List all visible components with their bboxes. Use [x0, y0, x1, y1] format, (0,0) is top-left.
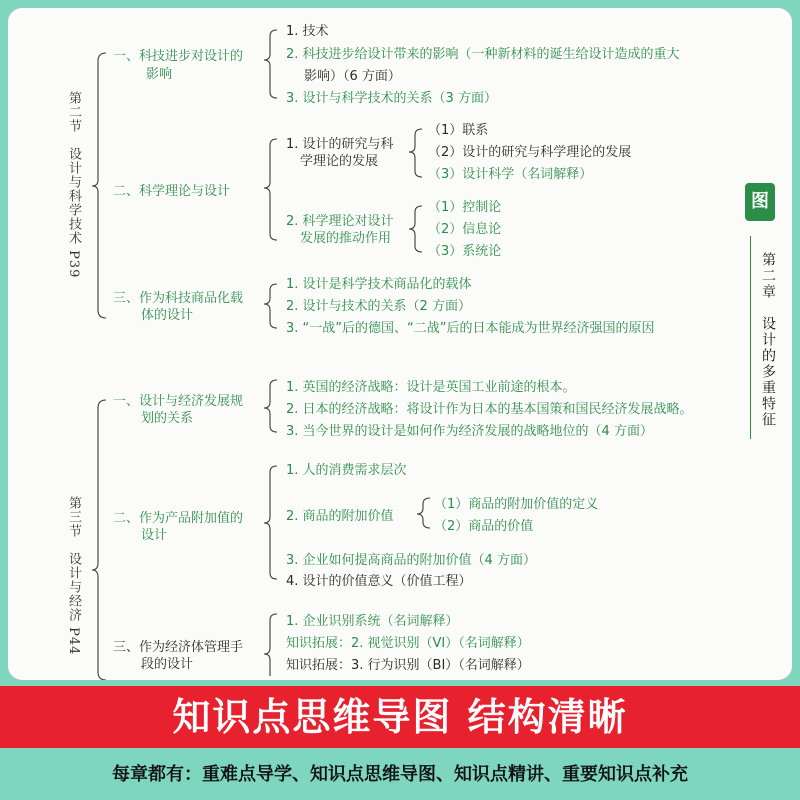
s2-b3-item: 1. 设计是科学技术商品化的载体 — [286, 277, 472, 292]
promo-banner — [0, 686, 800, 748]
s3-b2-item: 2. 商品的附加价值 — [286, 509, 394, 524]
s2-branch3-label-cont: 体的设计 — [141, 308, 194, 323]
s2-b2-sub2-cont: 发展的推动作用 — [300, 231, 392, 246]
s3-branch2-label-cont: 设计 — [141, 528, 168, 543]
s3-b3-item: 知识拓展：3. 行为识别（BI）（名词解释） — [286, 658, 530, 673]
s3-b1-item: 1. 英国的经济战略：设计是英国工业前途的根本。 — [286, 380, 576, 395]
banner-text: 知识点思维导图 结构清晰 — [172, 695, 628, 739]
s2-b2-sub1-item: （1）联系 — [428, 123, 489, 138]
s2-b1-item: 3. 设计与科学技术的关系（3 方面） — [286, 91, 497, 106]
s2-branch3-label: 三、作为科技商品化载 — [113, 291, 244, 306]
footer-text: 每章都有：重难点导学、知识点思维导图、知识点精讲、重要知识点补充 — [112, 764, 688, 785]
s2-b1-item: 1. 技术 — [286, 24, 329, 39]
s2-b2-sub2-item: （3）系统论 — [428, 244, 502, 259]
s3-b1-item: 3. 当今世界的设计是如何作为经济发展的战略地位的（4 方面） — [286, 424, 653, 439]
s3-branch3-label-cont: 段的设计 — [141, 657, 194, 672]
s2-b2-sub2-item: （2）信息论 — [428, 222, 502, 237]
s2-branch1-label: 一、科技进步对设计的 — [113, 49, 244, 64]
s2-b2-sub1-item: （3）设计科学（名词解释） — [428, 167, 593, 182]
s3-branch3-label: 三、作为经济体管理手 — [113, 640, 244, 655]
s3-b3-item: 1. 企业识别系统（名词解释） — [286, 614, 459, 629]
s3-b3-item: 知识拓展：2. 视觉识别（VI）（名词解释） — [286, 636, 530, 651]
s3-b2-item: 4. 设计的价值意义（价值工程） — [286, 574, 472, 589]
s2-b2-sub1-cont: 学理论的发展 — [300, 154, 379, 169]
section2-title: 第二节 设计与科学技术 P39 — [66, 91, 81, 279]
s2-branch2-label: 二、科学理论与设计 — [113, 184, 231, 199]
s2-b1-item-cont: 影响）（6 方面） — [304, 69, 401, 84]
chapter-badge-icon: 图 — [745, 183, 775, 221]
s3-b2-item2-sub: （1）商品的附加价值的定义 — [434, 497, 599, 512]
s3-b2-item2-sub: （2）商品的价值 — [434, 519, 534, 534]
chapter-divider — [750, 236, 751, 439]
s3-b1-item: 2. 日本的经济战略：将设计作为日本的基本国策和国民经济发展战略。 — [286, 402, 693, 417]
s3-branch2-label: 二、作为产品附加值的 — [113, 511, 244, 526]
s2-b2-sub2-item: （1）控制论 — [428, 200, 502, 215]
s2-b3-item: 3. “一战”后的德国、“二战”后的日本能成为世界经济强国的原因 — [286, 321, 655, 336]
s3-branch1-label-cont: 划的关系 — [141, 411, 194, 426]
s2-b2-sub1-item: （2）设计的研究与科学理论的发展 — [428, 145, 632, 160]
chapter-title: 第二章 设计的多重特征 — [760, 252, 776, 428]
s2-b1-item: 2. 科技进步给设计带来的影响（一种新材料的诞生给设计造成的重大 — [286, 47, 680, 62]
s2-b2-sub2: 2. 科学理论对设计 — [286, 214, 394, 229]
s3-branch1-label: 一、设计与经济发展规 — [113, 394, 244, 409]
s2-branch1-label-cont: 影响 — [146, 67, 173, 82]
s2-b2-sub1: 1. 设计的研究与科 — [286, 137, 394, 152]
mindmap-card — [8, 8, 792, 680]
s2-b3-item: 2. 设计与技术的关系（2 方面） — [286, 299, 471, 314]
section3-title: 第三节 设计与经济 P44 — [66, 496, 81, 656]
s3-b2-item: 3. 企业如何提高商品的附加价值（4 方面） — [286, 553, 536, 568]
s3-b2-item: 1. 人的消费需求层次 — [286, 463, 407, 478]
